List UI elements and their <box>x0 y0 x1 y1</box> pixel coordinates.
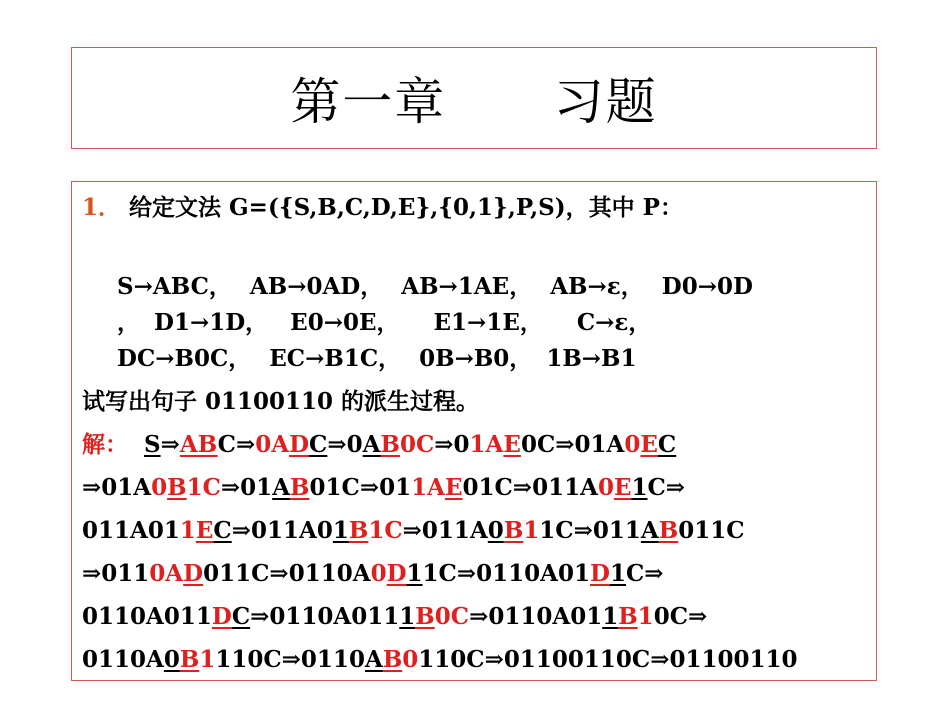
derivation-segment: B <box>382 646 403 673</box>
derivation-segment: 1 <box>602 603 619 630</box>
derivation-segment <box>128 431 144 458</box>
solution-label: 解： <box>82 431 128 458</box>
derivation-segment: ⇒011A <box>402 517 488 544</box>
derivation-segment: ⇒0110A01 <box>469 603 603 630</box>
derivation-segment: E <box>195 517 214 544</box>
derivation-segment: B <box>179 646 200 673</box>
derivation-segment: ⇒011A0 <box>231 517 333 544</box>
derivation-segment: 1 <box>637 603 654 630</box>
page-title: 第一章 习题 <box>290 73 658 131</box>
derivation-segment: 011C <box>678 517 745 544</box>
production-rule: AB→1AE， <box>401 273 533 300</box>
derivation-segment: E <box>640 431 658 458</box>
rules-line-2 <box>117 309 651 337</box>
solution-line-6 <box>82 646 798 674</box>
solution-line-2 <box>82 474 685 502</box>
derivation-segment: 0C⇒ <box>653 603 708 630</box>
derivation-segment: D <box>211 603 232 630</box>
derivation-segment: 0 <box>151 474 168 501</box>
derivation-segment: B <box>415 603 435 630</box>
derivation-segment: 1A <box>469 431 504 458</box>
derivation-segment: E <box>613 474 632 501</box>
derivation-segment: 1C <box>186 474 221 501</box>
derivation-segment: 011A01 <box>82 517 180 544</box>
solution-line-1 <box>82 431 676 459</box>
solution-line-3 <box>82 517 745 545</box>
derivation-segment: 1 <box>199 646 216 673</box>
derivation-segment: 0A <box>149 560 184 587</box>
derivation-segment: 0C⇒01A <box>520 431 625 458</box>
derivation-segment: ⇒01A <box>82 474 152 501</box>
production-rule: ， <box>117 309 140 336</box>
derivation-segment: D <box>386 560 407 587</box>
solution-line-4 <box>82 560 664 588</box>
derivation-segment: A <box>272 474 291 501</box>
derivation-segment: 1C⇒0110A01 <box>422 560 590 587</box>
derivation-segment: C <box>213 517 232 544</box>
derivation-segment: C <box>231 603 251 630</box>
derivation-segment: D <box>289 431 310 458</box>
derivation-segment: 0C <box>399 431 435 458</box>
derivation-segment: 01C⇒011A <box>462 474 598 501</box>
derivation-segment: 1 <box>523 517 540 544</box>
solution-line-5 <box>82 603 707 631</box>
derivation-segment: D <box>183 560 204 587</box>
production-rule: D1→1D， <box>154 309 269 336</box>
derivation-segment: ⇒ <box>160 431 180 458</box>
derivation-segment: S <box>144 431 161 458</box>
derivation-segment: 1 <box>332 517 349 544</box>
derivation-segment: 1A <box>411 474 445 501</box>
derivation-segment: B <box>348 517 369 544</box>
derivation-segment: B <box>197 431 218 458</box>
derivation-segment: 011C⇒0110A <box>203 560 371 587</box>
derivation-segment: E <box>444 474 463 501</box>
derivation-segment: C <box>309 431 328 458</box>
derivation-segment: 0C <box>434 603 470 630</box>
derivation-segment: C⇒ <box>647 474 686 501</box>
derivation-segment: C⇒ <box>625 560 664 587</box>
derivation-segment: 1 <box>609 560 626 587</box>
derivation-segment: 1 <box>399 603 416 630</box>
derivation-segment: 0A <box>255 431 290 458</box>
problem-statement: 给定文法 G=({S,B,C,D,E},{0,1},P,S)，其中 P： <box>129 194 683 221</box>
derivation-segment: 1 <box>406 560 423 587</box>
title-box <box>71 47 877 149</box>
production-rule: 1B→B1 <box>546 345 637 372</box>
derivation-segment: 0 <box>163 646 180 673</box>
derivation-segment: 0110A011 <box>82 603 212 630</box>
derivation-segment: 0 <box>487 517 504 544</box>
rules-line-3 <box>117 345 636 373</box>
problem-statement-line <box>82 194 683 222</box>
derivation-segment: 0 <box>597 474 614 501</box>
derivation-segment: A <box>362 431 381 458</box>
production-rule: E1→1E， <box>433 309 543 336</box>
production-rule: AB→0AD， <box>249 273 384 300</box>
production-rule: C→ε， <box>576 309 652 336</box>
derivation-segment: 110C⇒01100110C⇒01100110 <box>418 646 798 673</box>
problem-number: 1． <box>82 194 122 221</box>
derivation-segment: 110C⇒0110 <box>215 646 365 673</box>
production-rule: E0→0E， <box>290 309 400 336</box>
production-rule: D0→0D <box>661 273 753 300</box>
derivation-segment: C⇒ <box>217 431 256 458</box>
production-rule: S→ABC， <box>117 273 232 300</box>
derivation-segment: B <box>658 517 679 544</box>
derivation-segment: ⇒01 <box>220 474 273 501</box>
production-rule: DC→B0C， <box>117 345 252 372</box>
derivation-segment: ⇒0 <box>434 431 470 458</box>
derivation-segment: B <box>380 431 400 458</box>
rules-line-1 <box>117 273 753 301</box>
derivation-segment: B <box>618 603 638 630</box>
derivation-segment: D <box>590 560 610 587</box>
derivation-segment: B <box>290 474 310 501</box>
production-rule: EC→B1C， <box>269 345 402 372</box>
derivation-segment: ⇒011 <box>82 560 150 587</box>
derivation-segment: B <box>503 517 524 544</box>
derivation-segment: 0110A <box>82 646 164 673</box>
question-text: 试写出句子 01100110 的派生过程。 <box>82 388 480 415</box>
derivation-segment: ⇒0 <box>327 431 363 458</box>
production-rule: AB→ε， <box>550 273 644 300</box>
derivation-segment: 1 <box>631 474 648 501</box>
production-rule: 0B→B0， <box>419 345 533 372</box>
derivation-segment: ⇒0110A011 <box>250 603 400 630</box>
content-box <box>71 181 877 681</box>
derivation-segment <box>128 431 676 458</box>
derivation-segment: 0 <box>624 431 641 458</box>
derivation-segment: C <box>657 431 677 458</box>
derivation-segment: E <box>503 431 521 458</box>
derivation-segment: A <box>179 431 198 458</box>
derivation-segment: 1 <box>179 517 196 544</box>
derivation-segment: B <box>167 474 187 501</box>
derivation-segment: 1C⇒011 <box>539 517 641 544</box>
derivation-segment: 01C⇒01 <box>309 474 412 501</box>
derivation-segment: A <box>364 646 383 673</box>
derivation-segment: 1C <box>368 517 403 544</box>
derivation-segment: 0 <box>402 646 419 673</box>
derivation-segment: A <box>640 517 659 544</box>
derivation-segment: 0 <box>370 560 387 587</box>
